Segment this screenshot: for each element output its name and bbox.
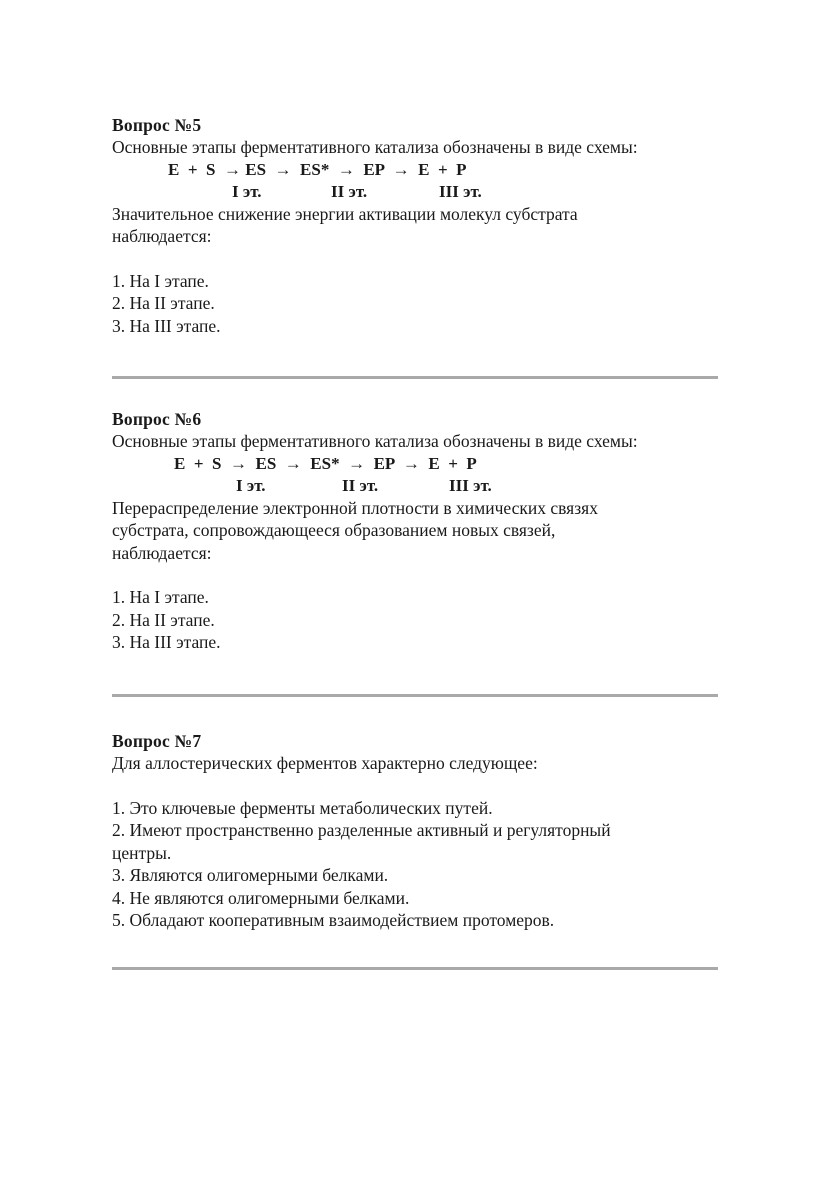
question-intro: Основные этапы ферментативного катализа обозначены в виде схемы:: [112, 431, 638, 451]
question-text-line: наблюдается:: [112, 226, 212, 246]
stage-label: III эт.: [449, 475, 492, 495]
stage-label: I эт.: [236, 475, 266, 495]
question-text-line: субстрата, сопровождающееся образованием новых связей,: [112, 520, 556, 540]
answer-option: 4. Не являются олигомерными белками.: [112, 887, 410, 908]
answer-option: 3. На III этапе.: [112, 632, 221, 652]
answer-option: 3. Являются олигомерными белками.: [112, 865, 389, 885]
question-6: [112, 408, 722, 654]
section-divider: [112, 376, 718, 379]
question-title: Вопрос №7: [112, 731, 202, 751]
answer-option: 3. На III этапе.: [112, 315, 221, 336]
answer-option: 1. Это ключевые ферменты метаболических путей.: [112, 797, 493, 818]
question-text-line: Перераспределение электронной плотности в химических связях: [112, 497, 598, 518]
answer-option: 5. Обладают кооперативным взаимодействием протомеров.: [112, 910, 555, 930]
question-7: [112, 730, 722, 932]
question-title: Вопрос №6: [112, 409, 202, 429]
reaction-scheme: E + S → ES → ES* → EP → E + P: [174, 453, 477, 473]
stage-labels: [112, 475, 722, 497]
answer-option: 2. На II этапе.: [112, 609, 215, 630]
answer-option: 1. На I этапе.: [112, 270, 209, 291]
stage-label: II эт.: [342, 475, 379, 495]
section-divider: [112, 967, 718, 970]
question-intro: Для аллостерических ферментов характерно следующее:: [112, 753, 538, 773]
question-5: [112, 114, 722, 337]
question-text-line: Значительное снижение энергии активации молекул субстрата: [112, 203, 578, 224]
answer-option: 2. Имеют пространственно разделенные активный и регуляторный: [112, 820, 611, 840]
question-title: Вопрос №5: [112, 115, 202, 135]
stage-label: I эт.: [232, 181, 262, 201]
question-text-line: наблюдается:: [112, 542, 212, 563]
reaction-scheme: E + S → ES → ES* → EP → E + P: [168, 159, 467, 179]
stage-label: II эт.: [331, 181, 368, 201]
stage-labels: [112, 181, 722, 203]
question-intro: Основные этапы ферментативного катализа обозначены в виде схемы:: [112, 137, 638, 157]
answer-option-continuation: центры.: [112, 842, 172, 863]
stage-label: III эт.: [439, 181, 482, 201]
section-divider: [112, 694, 718, 697]
answer-option: 1. На I этапе.: [112, 587, 209, 607]
answer-option: 2. На II этапе.: [112, 293, 215, 313]
